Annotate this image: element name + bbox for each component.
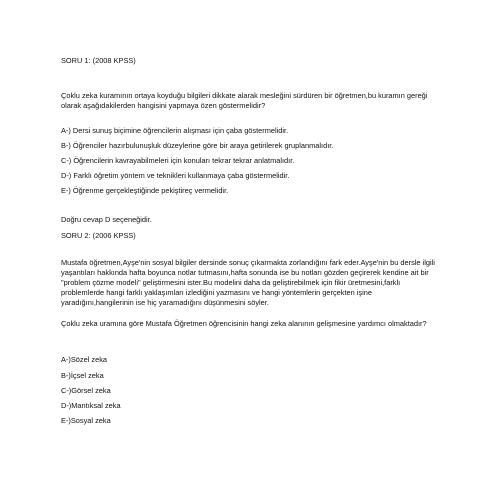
question-1-option-a: A-) Dersi sunuş biçimine öğrencilerin alışması için çaba göstermelidir. <box>61 126 289 135</box>
question-1-option-c: C-) Öğrencilerin kavrayabilmeleri için konuları tekrar tekrar anlatmalıdır. <box>61 156 295 165</box>
question-2-option-c: C-)Görsel zeka <box>61 386 111 395</box>
question-1-answer: Doğru cevap D seçeneğidir. <box>61 215 152 224</box>
question-1-stem: Çoklu zeka kuramının ortaya koyduğu bilgileri dikkate alarak mesleğini sürdüren bir öğretmen,bu kuramın gereği olarak aşağıdakilerden hangisini yapmaya özen göstermelidir? <box>61 91 428 110</box>
question-2-option-d: D-)Mantıksal zeka <box>61 401 121 410</box>
question-1-option-d: D-) Farklı öğretim yöntem ve teknikleri kullanmaya çaba göstermelidir. <box>61 171 290 180</box>
question-1-option-e: E-) Öğrenme gerçekleştiğinde pekiştireç vermelidir. <box>61 186 229 195</box>
question-1-option-b: B-) Öğrenciler hazırbulunuşluk düzeylerine göre bir araya getirilerek gruplanmalıdır. <box>61 141 334 150</box>
question-2-option-a: A-)Sözel zeka <box>61 355 108 364</box>
question-2-passage: Mustafa öğretmen,Ayşe'nin sosyal bilgiler dersinde sonuç çıkarmakta zorlandığını fark eder.Ayşe'nin bu dersle ilgili yaşantıları hakkında hafta boyunca notlar tutmasını,hafta sonunda ise bu notları gözden geçirerek kendine ait bir "problem çözme modeli" geliştirmesini ister.Bu modelini daha da geliştirebilmek için fikir üretmesini,farklı problemlerde hangi farklı yaklaşımları izlediğini yazmasını ve hangi yöntemlerin gerçekten işine yaradığını,hangilerinin ise hiç yaramadığını düşünmesini söyler. <box>61 258 435 307</box>
question-2-heading: SORU 2: (2006 KPSS) <box>61 231 136 240</box>
question-2-option-e: E-)Sosyal zeka <box>61 416 111 425</box>
question-1-heading: SORU 1: (2008 KPSS) <box>61 56 136 65</box>
question-2-option-b: B-)İçsel zeka <box>61 371 104 380</box>
question-2-question: Çoklu zeka uramına göre Mustafa Öğretmen öğrencisinin hangi zeka alanının gelişmesine yardımcı olmaktadır? <box>61 319 427 328</box>
